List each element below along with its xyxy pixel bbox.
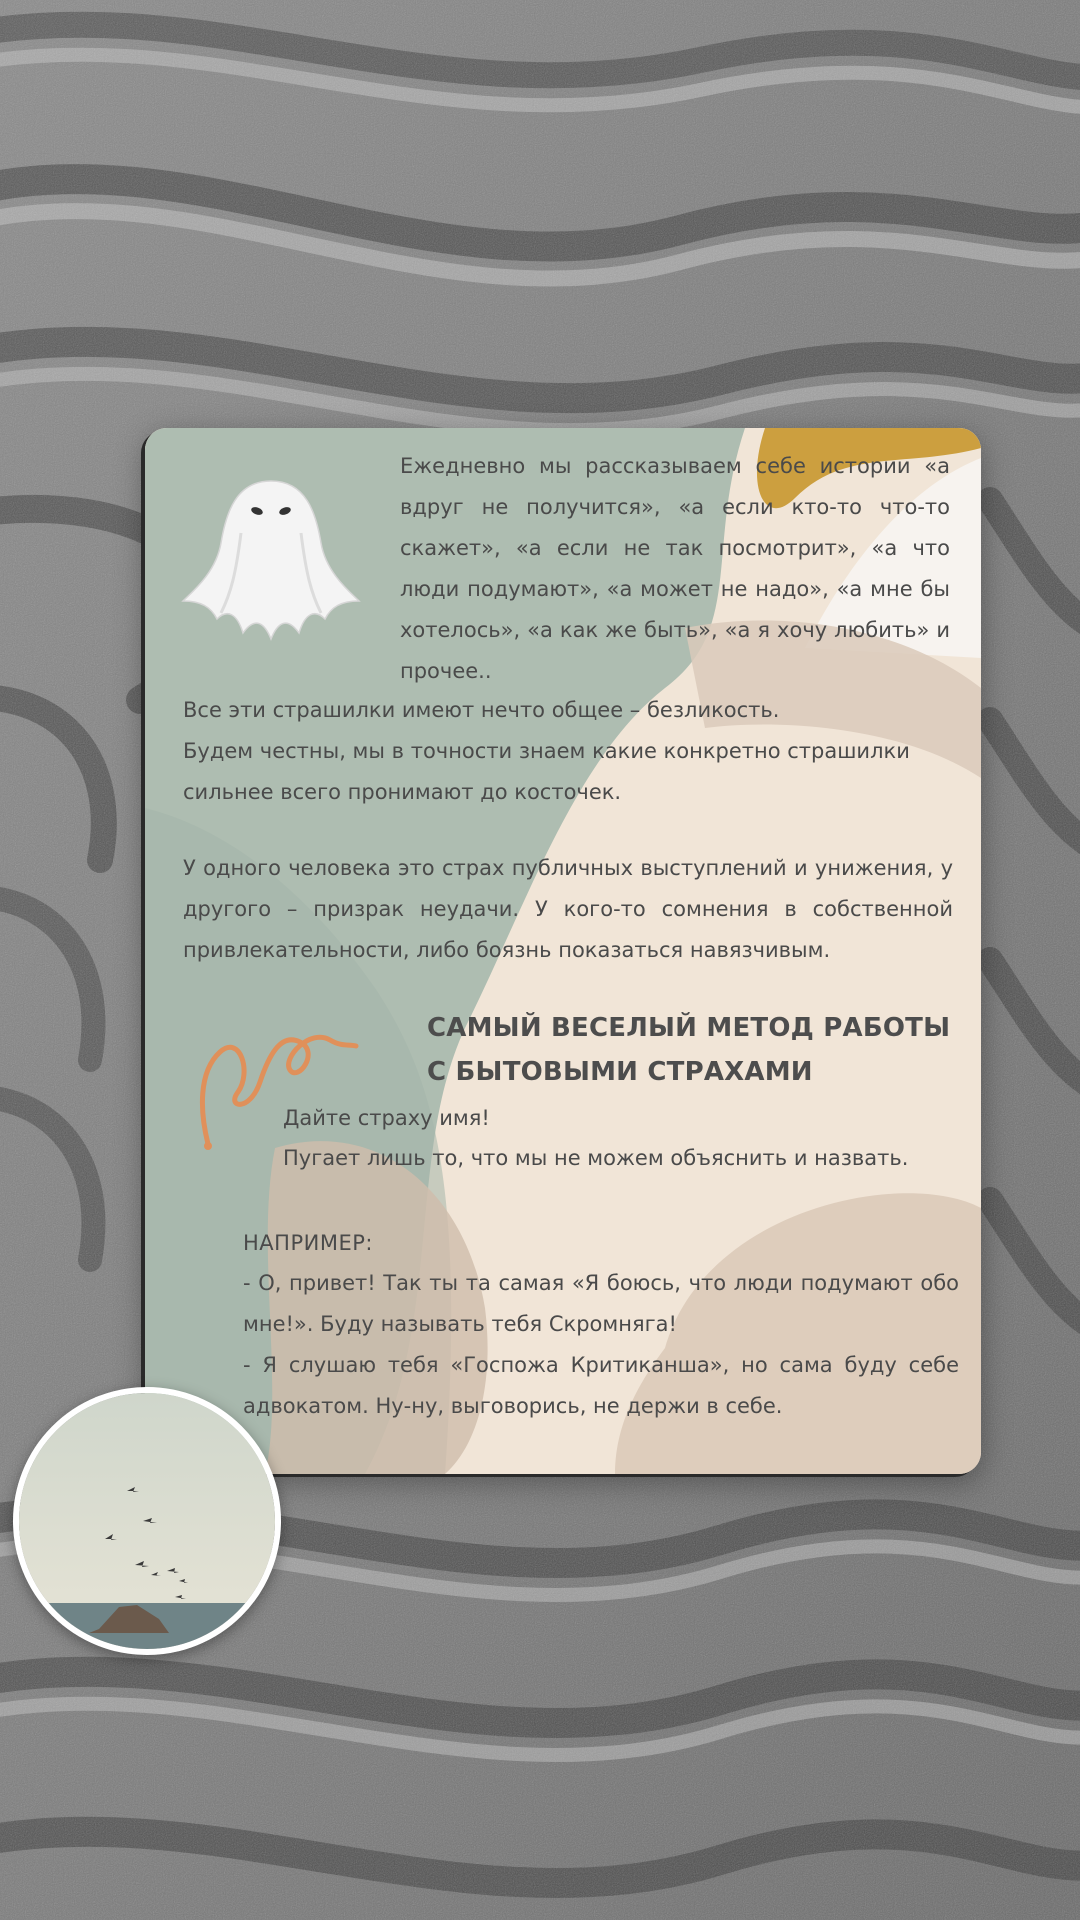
intro-paragraph: Ежедневно мы рассказываем себе истории «а вдруг не получится», «а если кто-то что-то скажет», «а если не так посмотрит», «а что люди подумают», «а может не надо», «а мне бы хотелось», «а как же быть», «а я хочу любить» и прочее..: [400, 454, 950, 683]
example-dialog: [243, 1263, 959, 1427]
example-label: НАПРИМЕР:: [243, 1231, 373, 1255]
paragraph-faceless: [183, 690, 953, 813]
birds-over-sea-image: [19, 1393, 275, 1649]
story-card: [145, 428, 981, 1474]
paragraph-examples-of-fears: У одного человека это страх публичных выступлений и унижения, у другого – призрак неудачи. У кого-то сомнения в собственной привлекательности, либо боязнь показаться навязчивым.: [183, 856, 953, 962]
tip-title: Дайте страху имя!: [283, 1106, 490, 1130]
tip-body: Пугает лишь то, что мы не можем объяснить и назвать.: [283, 1146, 909, 1170]
example-line: - О, привет! Так ты та самая «Я боюсь, что люди подумают обо мне!». Буду называть тебя Скромняга!: [243, 1271, 959, 1336]
ghost-icon: [181, 473, 361, 643]
paragraph-line: Все эти страшилки имеют нечто общее – безликость.: [183, 698, 780, 722]
section-heading: САМЫЙ ВЕСЕЛЫЙ МЕТОД РАБОТЫ С БЫТОВЫМИ СТРАХАМИ: [427, 1013, 951, 1087]
paragraph-line: Будем честны, мы в точности знаем какие конкретно страшилки сильнее всего пронимают до косточек.: [183, 739, 910, 804]
birds-photo-circle: [13, 1387, 281, 1655]
example-line: - Я слушаю тебя «Госпожа Критиканша», но сама буду себе адвокатом. Ну-ну, выговорись, не держи в себе.: [243, 1353, 959, 1418]
